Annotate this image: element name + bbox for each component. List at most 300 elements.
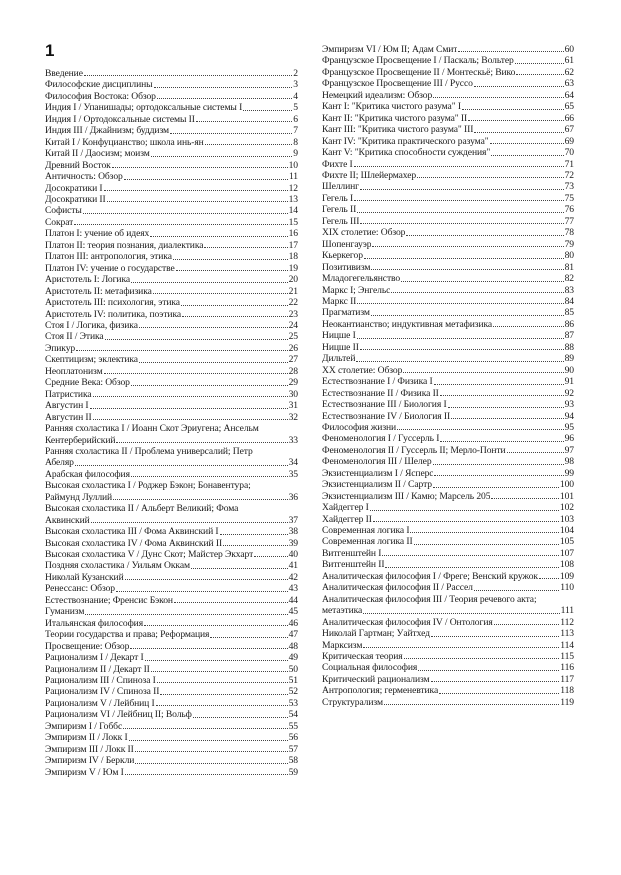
toc-entry-title: Ницше II (322, 341, 359, 353)
toc-entry-title: Аналитическая философия I / Фреге; Венский кружок (322, 570, 538, 582)
toc-entry (45, 744, 298, 755)
toc-entry-title: Кант III: "Критика чистого разума" III (322, 124, 474, 136)
toc-entry-title: Кант II: "Критика чистого разума" II (322, 112, 468, 124)
dot-leader (458, 51, 563, 52)
toc-entry (322, 193, 574, 204)
toc-entry-page: 55 (288, 720, 298, 732)
toc-entry-page: 33 (288, 434, 298, 446)
dot-leader (131, 385, 288, 386)
dot-leader (372, 246, 563, 247)
dot-leader (124, 179, 288, 180)
toc-entry-title: Естествознание IV / Биология II (322, 410, 451, 422)
dot-leader (431, 636, 559, 637)
dot-leader (91, 522, 288, 523)
dot-leader (131, 476, 288, 477)
toc-entry-title: Рационализм VI / Лейбниц II; Вольф (45, 709, 192, 721)
toc-entry-page: 99 (564, 467, 574, 479)
toc-entry (45, 549, 298, 560)
toc-entry-title: Софисты (45, 205, 82, 217)
toc-entry-page: 84 (564, 295, 574, 307)
toc-entry-page: 94 (564, 410, 574, 422)
toc-entry-page: 100 (559, 479, 574, 491)
toc-entry (45, 137, 298, 148)
toc-entry (45, 629, 298, 640)
toc-entry-page: 116 (560, 662, 574, 674)
page-number: 1 (45, 41, 55, 60)
toc-entry (45, 251, 298, 262)
toc-entry (322, 124, 574, 135)
toc-entry-page: 110 (560, 582, 574, 594)
toc-entry-page: 79 (564, 238, 574, 250)
toc-entry (45, 240, 298, 251)
toc-entry-title: Прагматизм (322, 307, 370, 319)
toc-entry (45, 652, 298, 663)
toc-entry-title-line1: Ранняя схоластика I / Иоанн Скот Эриугена; Ансельм (45, 423, 259, 435)
toc-entry-title: Средние Века: Обзор (45, 377, 130, 389)
toc-entry-title: Дильтей (322, 353, 356, 365)
dot-leader (360, 223, 563, 224)
dot-leader (104, 190, 288, 191)
toc-entry (45, 331, 298, 342)
toc-entry-page: 43 (288, 583, 298, 595)
toc-entry (322, 582, 574, 593)
toc-entry (322, 78, 574, 89)
toc-entry-title: Античность: Обзор (45, 171, 123, 183)
toc-entry-page: 41 (288, 560, 298, 572)
dot-leader (391, 292, 563, 293)
toc-entry-title: Феноменология III / Шелер (322, 456, 432, 468)
toc-entry-title: Арабская философия (45, 468, 130, 480)
toc-entry (322, 376, 574, 387)
dot-leader (397, 429, 564, 430)
toc-entry-title: Аристотель I: Логика (45, 274, 131, 286)
toc-entry (45, 526, 298, 537)
toc-entry (322, 456, 574, 467)
toc-entry-title: Гегель II (322, 204, 357, 216)
toc-entry-page: 3 (293, 79, 298, 91)
toc-entry (45, 354, 298, 365)
toc-entry (322, 559, 574, 570)
dot-leader (125, 774, 288, 775)
toc-entry-page: 26 (288, 342, 298, 354)
dot-leader (417, 177, 563, 178)
toc-entry-title: Современная логика I (322, 525, 410, 537)
dot-leader (490, 143, 564, 144)
dot-leader (493, 326, 564, 327)
toc-entry-page: 71 (564, 158, 574, 170)
dot-leader (112, 167, 288, 168)
dot-leader (462, 109, 564, 110)
dot-leader (382, 555, 559, 556)
toc-entry (322, 227, 574, 238)
toc-entry-title: Аналитическая философия IV / Онтология (322, 616, 493, 628)
toc-entry-title: Современная логика II (322, 536, 413, 548)
toc-entry-title: Платон I: учение об идеях (45, 228, 150, 240)
toc-entry-page: 105 (559, 536, 574, 548)
toc-entry-title: Абеляр (45, 457, 74, 469)
toc-entry-title: Досократики II (45, 193, 106, 205)
toc-entry (45, 297, 298, 308)
toc-entry-page: 58 (288, 755, 298, 767)
toc-entry-title: Младогегельянство (322, 273, 401, 285)
toc-entry-title: Высокая схоластика III / Фома Аквинский I (45, 526, 219, 538)
toc-entry-title: Индия I / Ортодоксальные системы II (45, 113, 195, 125)
toc-entry (45, 595, 298, 606)
toc-entry-title: Эмпиризм VI / Юм II; Адам Смит (322, 44, 458, 55)
toc-entry-title: Ренессанс: Обзор (45, 583, 115, 595)
toc-entry-page: 6 (293, 113, 298, 125)
toc-entry-title: Аристотель III: психология, этика (45, 297, 180, 309)
toc-entry-title: Индия III / Джайнизм; буддизм (45, 125, 169, 137)
toc-entry-title: Стоя I / Логика, физика (45, 319, 138, 331)
dot-leader (515, 63, 564, 64)
toc-entry-title: Маркс I; Энгельс (322, 284, 391, 296)
toc-entry (45, 480, 298, 503)
toc-entry-title: Естествознание I / Физика I (322, 376, 433, 388)
toc-entry-page: 83 (564, 284, 574, 296)
toc-entry (322, 617, 574, 628)
toc-entry-title-line1: Высокая схоластика II / Альберт Великий; Фома (45, 503, 239, 515)
toc-entry (45, 721, 298, 732)
toc-entry-page: 102 (559, 502, 574, 514)
toc-entry (322, 262, 574, 273)
toc-entry-title: XIX столетие: Обзор (322, 227, 406, 239)
toc-entry-title: Ницше I (322, 330, 356, 342)
toc-entry (322, 479, 574, 490)
dot-leader (406, 235, 563, 236)
toc-entry-title: Структурализм (322, 696, 383, 708)
toc-entry-page: 119 (560, 696, 574, 708)
toc-entry-title: Экзистенциализм III / Камю; Марсель 205 (322, 490, 491, 502)
toc-entry-title: Французское Просвещение II / Монтескьё; Вико (322, 66, 516, 78)
toc-entry-page: 31 (288, 400, 298, 412)
toc-entry-page: 64 (564, 89, 574, 101)
dot-leader (129, 740, 288, 741)
toc-entry-title: Витгенштейн I (322, 547, 382, 559)
toc-entry (322, 628, 574, 639)
toc-entry-page: 51 (288, 675, 298, 687)
toc-entry-page: 80 (564, 250, 574, 262)
dot-leader (384, 704, 559, 705)
toc-entry-title: Феноменология II / Гуссерль II; Мерло-Понти (322, 444, 506, 456)
toc-entry-title: Эмпиризм V / Юм I (45, 766, 124, 778)
toc-entry-title: Естествознание II / Физика II (322, 387, 439, 399)
toc-entry-page: 113 (560, 628, 574, 640)
dot-leader (371, 315, 564, 316)
toc-entry-title: Николай Кузанский (45, 571, 124, 583)
dot-leader (104, 373, 288, 374)
toc-entry-page: 20 (288, 274, 298, 286)
toc-entry-page: 111 (560, 605, 574, 617)
toc-entry-page: 87 (564, 330, 574, 342)
toc-entry-page: 56 (288, 732, 298, 744)
dot-leader (448, 407, 564, 408)
toc-entry-page: 85 (564, 307, 574, 319)
dot-leader (440, 441, 563, 442)
toc-entry (45, 171, 298, 182)
toc-entry-title: Просвещение: Обзор (45, 640, 130, 652)
toc-entry-page: 59 (288, 766, 298, 778)
dot-leader (84, 75, 292, 76)
toc-entry-title: Французское Просвещение III / Руссо (322, 78, 473, 90)
dot-leader (220, 534, 288, 535)
toc-entry-page: 92 (564, 387, 574, 399)
toc-entry-page: 88 (564, 341, 574, 353)
toc-entry (45, 400, 298, 411)
toc-entry (45, 583, 298, 594)
toc-entry (322, 159, 574, 170)
toc-entry (322, 571, 574, 582)
toc-entry-title: Кант V: "Критика способности суждения" (322, 147, 491, 159)
toc-entry (322, 342, 574, 353)
toc-entry-page: 63 (564, 78, 574, 90)
dot-leader (401, 281, 563, 282)
toc-entry (322, 285, 574, 296)
toc-entry-title: Социальная философия (322, 662, 418, 674)
toc-entry-title: Неоплатонизм (45, 365, 103, 377)
toc-entry (45, 698, 298, 709)
toc-entry (322, 136, 574, 147)
toc-entry-title: Эпикур (45, 342, 76, 354)
dot-leader (494, 624, 560, 625)
toc-entry-title: Естествознание III / Биология I (322, 399, 447, 411)
toc-entry-title: Китай II / Даосизм; моизм (45, 148, 150, 160)
dot-leader (363, 613, 559, 614)
toc-entry (45, 217, 298, 228)
dot-leader (385, 567, 558, 568)
toc-entry-page: 117 (560, 673, 574, 685)
toc-entry-title: Хайдеггер II (322, 513, 372, 525)
toc-entry (322, 330, 574, 341)
toc-entry-title: Рационализм IV / Спиноза II (45, 686, 160, 698)
toc-entry (322, 388, 574, 399)
toc-entry (322, 216, 574, 227)
toc-entry-page: 45 (288, 606, 298, 618)
dot-leader (357, 212, 563, 213)
toc-entry-title: Рационализм III / Спиноза I (45, 675, 156, 687)
toc-entry-title: Рационализм V / Лейбниц I (45, 697, 155, 709)
toc-entry-title: Эмпиризм II / Локк I (45, 732, 128, 744)
toc-entry-page: 30 (288, 388, 298, 400)
dot-leader (371, 269, 563, 270)
toc-entry (322, 170, 574, 181)
toc-entry (45, 228, 298, 239)
toc-entry-page: 60 (564, 44, 574, 55)
toc-entry (45, 641, 298, 652)
toc-entry-title: Шопенгауэр (322, 238, 372, 250)
toc-entry (322, 651, 574, 662)
toc-entry (322, 319, 574, 330)
toc-entry (322, 685, 574, 696)
toc-entry (322, 55, 574, 66)
toc-entry-title: Раймунд Луллий (45, 491, 113, 503)
dot-leader (151, 671, 288, 672)
toc-entry (322, 536, 574, 547)
dot-leader (373, 521, 559, 522)
toc-entry-page: 90 (564, 364, 574, 376)
dot-leader (433, 487, 559, 488)
toc-entry-page: 15 (288, 216, 298, 228)
toc-entry (45, 606, 298, 617)
toc-entry-title: Поздняя схоластика / Уильям Оккам (45, 560, 190, 572)
toc-entry-title: Досократики I (45, 182, 103, 194)
toc-entry-title: Гуманизм (45, 606, 85, 618)
toc-entry-title: Августин II (45, 411, 92, 423)
toc-entry-page: 48 (288, 640, 298, 652)
dot-leader (176, 270, 288, 271)
toc-entry (45, 503, 298, 526)
dot-leader (135, 763, 287, 764)
toc-entry (322, 640, 574, 651)
toc-entry-title: Теории государства и права; Реформация (45, 629, 210, 641)
toc-entry (322, 44, 574, 55)
toc-entry-page: 9 (293, 148, 298, 160)
toc-entry (45, 125, 298, 136)
dot-leader (468, 120, 563, 121)
toc-entry (45, 446, 298, 469)
toc-entry-page: 76 (564, 204, 574, 216)
toc-entry-page: 40 (288, 549, 298, 561)
toc-entry-title: Философия жизни (322, 421, 397, 433)
dot-leader (418, 670, 559, 671)
dot-leader (354, 200, 563, 201)
toc-entry-title: Гегель I (322, 192, 354, 204)
toc-entry-title: Индия I / Упанишады; ортодоксальные системы I (45, 102, 243, 114)
toc-entry (322, 697, 574, 708)
dot-leader (363, 647, 559, 648)
toc-entry-title: XX столетие: Обзор (322, 364, 403, 376)
toc-entry-page: 49 (288, 652, 298, 664)
toc-entry-page: 37 (288, 514, 298, 526)
dot-leader (410, 532, 558, 533)
toc-entry-page: 89 (564, 353, 574, 365)
toc-entry-page: 50 (288, 663, 298, 675)
toc-entry-page: 13 (288, 193, 298, 205)
dot-leader (151, 156, 293, 157)
dot-leader (474, 86, 564, 87)
toc-entry (322, 662, 574, 673)
toc-entry (45, 160, 298, 171)
toc-entry-title: Кентерберийский (45, 434, 116, 446)
toc-entry (45, 320, 298, 331)
toc-entry (45, 755, 298, 766)
toc-entry-page: 53 (288, 697, 298, 709)
toc-entry-page: 70 (564, 147, 574, 159)
toc-entry (45, 732, 298, 743)
dot-leader (116, 442, 287, 443)
toc-entry-page: 67 (564, 124, 574, 136)
toc-entry (45, 183, 298, 194)
dot-leader (439, 693, 559, 694)
dot-leader (74, 224, 287, 225)
toc-entry (45, 469, 298, 480)
toc-entry-page: 17 (288, 239, 298, 251)
dot-leader (139, 362, 288, 363)
toc-entry (45, 194, 298, 205)
dot-leader (433, 464, 564, 465)
dot-leader (210, 637, 287, 638)
toc-entry (45, 148, 298, 159)
toc-entry-page: 72 (564, 169, 574, 181)
dot-leader (153, 293, 288, 294)
toc-entry-page: 18 (288, 251, 298, 263)
toc-entry-page: 29 (288, 377, 298, 389)
dot-leader (154, 87, 293, 88)
toc-entry-title: Кант I: "Критика чистого разума" I (322, 101, 461, 113)
dot-leader (83, 213, 288, 214)
toc-entry-page: 19 (288, 262, 298, 274)
toc-entry-page: 27 (288, 354, 298, 366)
toc-entry-page: 14 (288, 205, 298, 217)
toc-entry-page: 115 (560, 651, 574, 663)
toc-entry (45, 263, 298, 274)
dot-leader (205, 144, 293, 145)
dot-leader (135, 751, 288, 752)
dot-leader (223, 545, 288, 546)
toc-entry (322, 250, 574, 261)
toc-entry (322, 296, 574, 307)
dot-leader (131, 282, 288, 283)
dot-leader (157, 98, 292, 99)
toc-entry (322, 307, 574, 318)
toc-entry (45, 114, 298, 125)
dot-leader (364, 258, 564, 259)
toc-entry-page: 22 (288, 297, 298, 309)
toc-entry-title: Августин I (45, 400, 89, 412)
toc-entry-page: 96 (564, 433, 574, 445)
toc-entry-page: 44 (288, 594, 298, 606)
toc-entry-page: 114 (560, 639, 574, 651)
dot-leader (357, 303, 563, 304)
toc-entry-page: 42 (288, 571, 298, 583)
dot-leader (440, 395, 564, 396)
toc-entry-title: Кант IV: "Критика практического разума" (322, 135, 489, 147)
toc-entry-page: 5 (293, 102, 298, 114)
toc-entry-title: Сократ (45, 216, 74, 228)
toc-entry-title: Итальянская философия (45, 617, 144, 629)
toc-entry-page: 118 (560, 685, 574, 697)
toc-entry-title: Патристика (45, 388, 92, 400)
toc-entry-title: Рационализм I / Декарт I (45, 652, 144, 664)
toc-entry (322, 525, 574, 536)
toc-entry-page: 35 (288, 468, 298, 480)
toc-entry-page: 28 (288, 365, 298, 377)
dot-leader (204, 247, 287, 248)
toc-entry-title: Гегель III (322, 215, 360, 227)
toc-entry-page: 4 (293, 90, 298, 102)
toc-entry-title: Критическая теория (322, 651, 403, 663)
toc-entry-page: 82 (564, 273, 574, 285)
toc-entry-page: 8 (293, 136, 298, 148)
dot-leader (474, 132, 563, 133)
toc-entry-title: Хайдеггер I (322, 502, 369, 514)
dot-leader (156, 705, 288, 706)
toc-entry (45, 664, 298, 675)
toc-entry-page: 81 (564, 261, 574, 273)
toc-entry-page: 98 (564, 456, 574, 468)
toc-entry (45, 68, 298, 79)
toc-entry-title: Фихте I (322, 158, 353, 170)
toc-entry-page: 97 (564, 444, 574, 456)
toc-entry-page: 109 (559, 570, 574, 582)
toc-entry (45, 91, 298, 102)
toc-entry (45, 205, 298, 216)
dot-leader (145, 660, 288, 661)
dot-leader (491, 155, 563, 156)
toc-entry (322, 674, 574, 685)
toc-entry-title: Марксизм (322, 639, 363, 651)
dot-leader (403, 372, 563, 373)
